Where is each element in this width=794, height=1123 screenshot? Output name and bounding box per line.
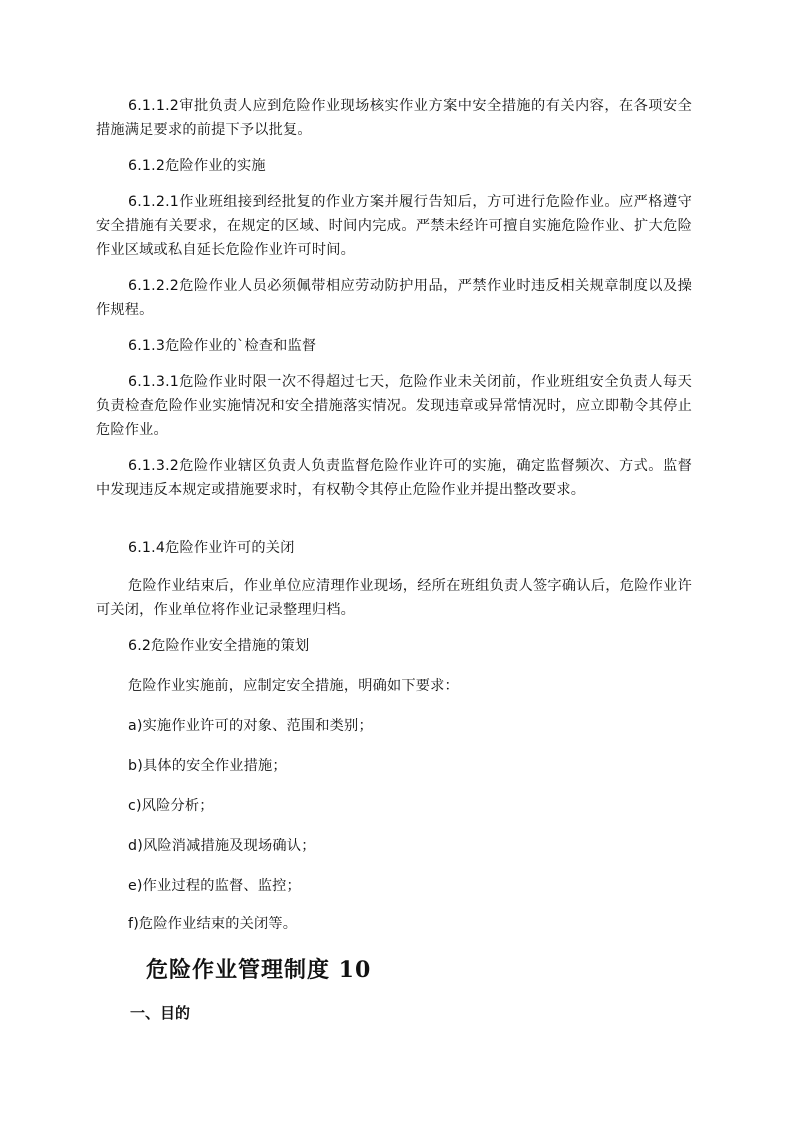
paragraph-6-1-3-1: 6.1.3.1危险作业时限一次不得超过七天，危险作业未关闭前，作业班组安全负责人每天负责检查危险作业实施情况和安全措施落实情况。发现违章或异常情况时，应立即勒令其停止危险作业。 bbox=[96, 374, 692, 438]
paragraph-requirements-intro: 危险作业实施前，应制定安全措施，明确如下要求： bbox=[128, 678, 459, 694]
section-title: 危险作业管理制度 10 bbox=[146, 957, 372, 983]
paragraph-6-1-3-2: 6.1.3.2危险作业辖区负责人负责监督危险作业许可的实施，确定监督频次、方式。监督中发现违反本规定或措施要求时，有权勒令其停止危险作业并提出整改要求。 bbox=[96, 458, 692, 498]
list-item-f: f)危险作业结束的关闭等。 bbox=[128, 916, 298, 932]
list-item-e: e)作业过程的监督、监控； bbox=[128, 878, 301, 894]
heading-6-1-2: 6.1.2危险作业的实施 bbox=[128, 158, 266, 174]
heading-6-1-4: 6.1.4危险作业许可的关闭 bbox=[128, 540, 295, 556]
paragraph-6-1-2-1: 6.1.2.1作业班组接到经批复的作业方案并履行告知后，方可进行危险作业。应严格遵守安全措施有关要求，在规定的区域、时间内完成。严禁未经许可擅自实施危险作业、扩大危险作业区域或私自延长危险作业许可时间。 bbox=[96, 194, 692, 258]
paragraph-6-1-1-2: 6.1.1.2审批负责人应到危险作业现场核实作业方案中安全措施的有关内容，在各项安全措施满足要求的前提下予以批复。 bbox=[96, 98, 692, 138]
list-item-b: b)具体的安全作业措施； bbox=[128, 758, 287, 774]
heading-6-2: 6.2危险作业安全措施的策划 bbox=[128, 638, 310, 654]
paragraph-6-1-2-2: 6.1.2.2危险作业人员必须佩带相应劳动防护用品，严禁作业时违反相关规章制度以及操作规程。 bbox=[96, 278, 692, 318]
paragraph-closing: 危险作业结束后，作业单位应清理作业现场，经所在班组负责人签字确认后，危险作业许可关闭，作业单位将作业记录整理归档。 bbox=[96, 578, 692, 618]
list-item-a: a)实施作业许可的对象、范围和类别； bbox=[128, 718, 373, 734]
heading-6-1-3: 6.1.3危险作业的`检查和监督 bbox=[128, 338, 317, 354]
subheading-purpose: 一、目的 bbox=[130, 1004, 191, 1022]
list-item-d: d)风险消减措施及现场确认； bbox=[128, 838, 316, 854]
list-item-c: c)风险分析； bbox=[128, 798, 214, 814]
